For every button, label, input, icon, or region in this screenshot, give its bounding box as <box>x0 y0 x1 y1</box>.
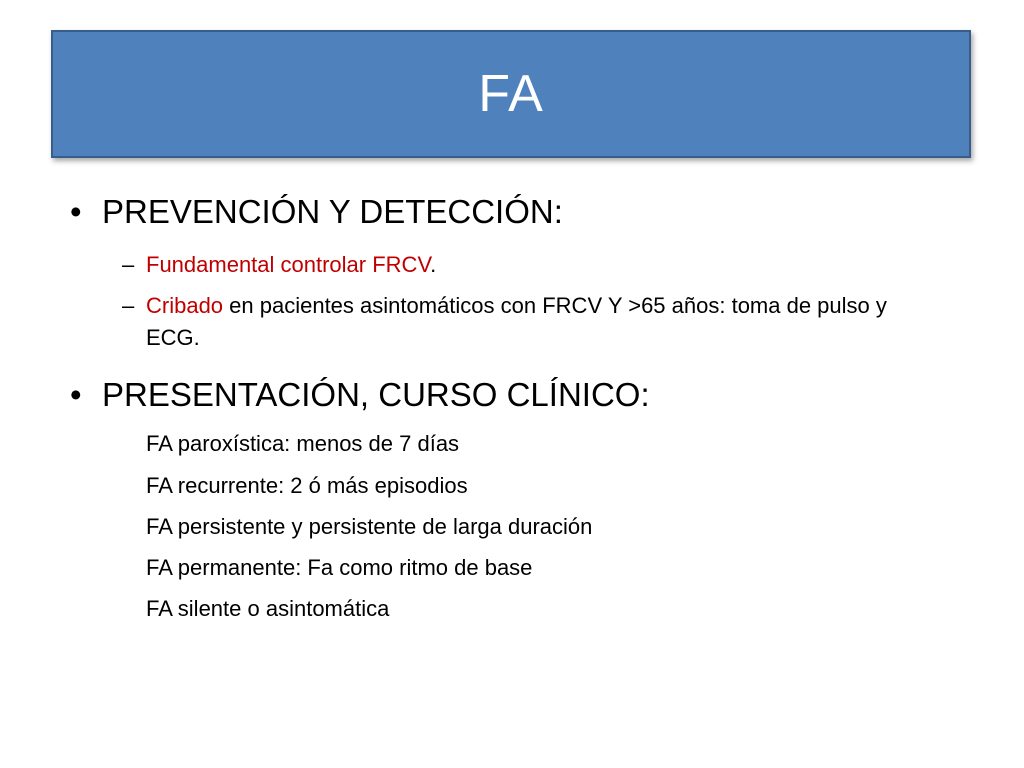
sub-item-fundamental <box>122 249 922 281</box>
sub-item-cribado <box>122 290 922 354</box>
presentation-line: FA permanente: Fa como ritmo de base <box>146 555 533 580</box>
presentation-line: FA recurrente: 2 ó más episodios <box>146 473 468 498</box>
item-text: . <box>430 252 437 277</box>
slide-title: FA <box>478 65 544 123</box>
dash-icon: – <box>122 293 135 318</box>
bullet-icon: • <box>70 376 82 413</box>
presentation-line: FA persistente y persistente de larga duración <box>146 514 593 539</box>
heading-text: PRESENTACIÓN, CURSO CLÍNICO: <box>102 376 650 413</box>
bullet-icon: • <box>70 193 82 230</box>
presentation-line: FA silente o asintomática <box>146 596 390 621</box>
item-text: en pacientes asintomáticos con FRCV Y >65 años: toma de pulso y ECG. <box>146 293 887 350</box>
heading-text: PREVENCIÓN Y DETECCIÓN: <box>102 193 563 230</box>
dash-icon: – <box>122 252 135 277</box>
section-heading-presentation <box>70 375 650 415</box>
presentation-line: FA paroxística: menos de 7 días <box>146 431 460 456</box>
highlight-text: Fundamental controlar FRCV <box>146 252 431 277</box>
highlight-text: Cribado <box>146 293 224 318</box>
section-heading-prevention <box>70 192 563 232</box>
